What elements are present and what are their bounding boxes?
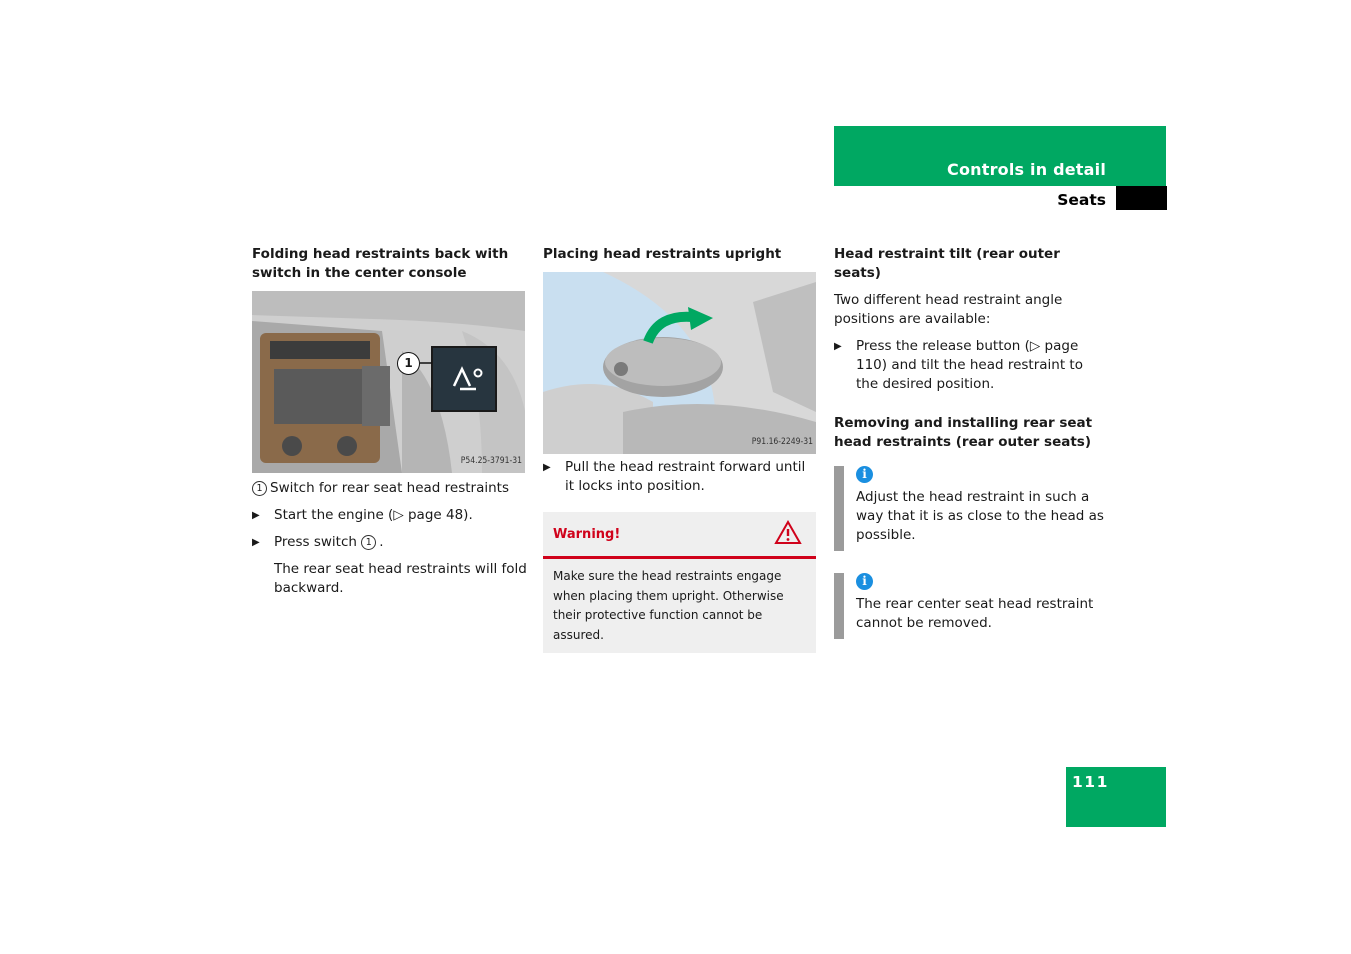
column-upright <box>543 245 818 653</box>
bullet-arrow-icon: ▶ <box>834 341 842 352</box>
bullet-arrow-icon: ▶ <box>252 537 260 548</box>
step-punct: . <box>379 534 384 550</box>
inline-number: 1 <box>361 535 376 550</box>
warning-triangle-icon <box>774 520 802 545</box>
figure-code: P91.16-2249-31 <box>751 437 813 447</box>
step-text: Press switch <box>274 534 357 550</box>
step-text: Press the release button (▷ page 110) and tilt the head restraint to the desired position. <box>856 338 1083 392</box>
center-console-image <box>252 291 525 473</box>
step-release-button <box>834 337 1109 394</box>
legend-text: Switch for rear seat head restraints <box>270 480 509 496</box>
section-title: Controls in detail <box>947 160 1106 179</box>
heading-folding: Folding head restraints back with switch in the center console <box>252 246 509 281</box>
heading-upright: Placing head restraints upright <box>543 246 782 262</box>
head-restraint-image <box>543 272 816 454</box>
warning-header <box>543 512 816 559</box>
heading-removing: Removing and installing rear seat head restraints (rear outer seats) <box>834 415 1093 450</box>
info-icon: i <box>856 573 873 590</box>
tilt-intro: Two different head restraint angle positions are available: <box>834 292 1063 327</box>
step-text: Pull the head restraint forward until it locks into position. <box>565 459 806 494</box>
legend-number: 1 <box>252 481 267 496</box>
info-icon: i <box>856 466 873 483</box>
info-text-adjust: Adjust the head restraint in such a way that it is as close to the head as possible. <box>856 489 1104 543</box>
step-press-switch <box>252 533 527 552</box>
bullet-arrow-icon: ▶ <box>543 462 551 473</box>
figure-code: P54.25-3791-31 <box>460 456 522 466</box>
bullet-arrow-icon: ▶ <box>252 510 260 521</box>
info-bar <box>834 466 844 551</box>
heading-tilt: Head restraint tilt (rear outer seats) <box>834 246 1060 281</box>
section-marker <box>1116 186 1167 210</box>
page-number: 111 <box>1072 773 1109 791</box>
info-box-adjust <box>834 466 1109 551</box>
warning-text: Make sure the head restraints engage when placing them upright. Otherwise their protective function cannot be assured. <box>543 559 816 653</box>
info-text-center: The rear center seat head restraint cannot be removed. <box>856 596 1094 631</box>
step-start-engine <box>252 506 527 525</box>
column-folding <box>252 245 527 598</box>
info-box-center <box>834 573 1109 639</box>
step-text: Start the engine (▷ page 48). <box>274 507 473 523</box>
callout-1: 1 <box>397 352 420 375</box>
info-bar <box>834 573 844 639</box>
result-text: The rear seat head restraints will fold backward. <box>274 561 527 596</box>
subsection-title: Seats <box>1057 191 1106 209</box>
warning-label: Warning! <box>553 527 621 542</box>
column-tilt <box>834 245 1109 639</box>
legend-item <box>252 479 527 498</box>
step-pull-forward <box>543 458 818 496</box>
